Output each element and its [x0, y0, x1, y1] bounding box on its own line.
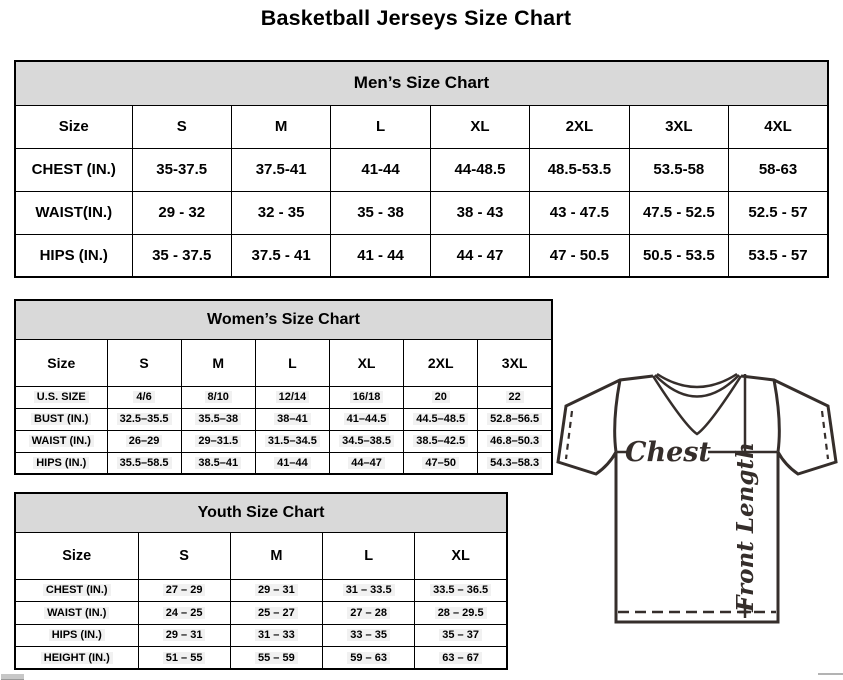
youth-size-value: 27 – 28	[323, 602, 415, 625]
mens-size-value: 58-63	[729, 148, 828, 191]
youth-column-header: Size	[15, 532, 138, 579]
youth-size-value: 33.5 – 36.5	[415, 579, 507, 602]
mens-size-value: 43 - 47.5	[530, 191, 629, 234]
mens-size-value: 53.5-58	[629, 148, 728, 191]
youth-size-value: 51 – 55	[138, 647, 230, 670]
jersey-armhole-left	[615, 380, 620, 452]
womens-size-value: 16/18	[329, 386, 403, 408]
womens-size-table	[14, 299, 553, 475]
mens-size-value: 41-44	[331, 148, 430, 191]
mens-size-value: 29 - 32	[132, 191, 231, 234]
youth-column-header: S	[138, 532, 230, 579]
mens-column-header: 2XL	[530, 105, 629, 148]
youth-table-title: Youth Size Chart	[15, 493, 507, 532]
mens-column-header: 4XL	[729, 105, 828, 148]
youth-size-value: 35 – 37	[415, 624, 507, 647]
youth-size-value: 29 – 31	[230, 579, 322, 602]
mens-column-header: L	[331, 105, 430, 148]
youth-row-label: HEIGHT (IN.)	[15, 647, 138, 670]
womens-size-value: 44.5–48.5	[404, 408, 478, 430]
youth-size-value: 29 – 31	[138, 624, 230, 647]
womens-size-value: 29–31.5	[181, 430, 255, 452]
womens-column-header: 3XL	[478, 339, 552, 386]
mens-column-header: Size	[15, 105, 132, 148]
youth-column-header: M	[230, 532, 322, 579]
youth-size-table	[14, 492, 508, 670]
womens-row-label: HIPS (IN.)	[15, 452, 107, 474]
youth-row-label: CHEST (IN.)	[15, 579, 138, 602]
page-title: Basketball Jerseys Size Chart	[260, 6, 572, 30]
womens-row-label: WAIST (IN.)	[15, 430, 107, 452]
womens-size-value: 22	[478, 386, 552, 408]
womens-size-value: 26–29	[107, 430, 181, 452]
mens-size-value: 50.5 - 53.5	[629, 234, 728, 277]
mens-size-value: 38 - 43	[430, 191, 529, 234]
chest-label: Chest	[625, 437, 711, 468]
jersey-cuff-stitch-right	[822, 411, 828, 459]
womens-table-title: Women’s Size Chart	[15, 300, 552, 339]
womens-size-value: 35.5–58.5	[107, 452, 181, 474]
youth-size-value: 55 – 59	[230, 647, 322, 670]
womens-size-value: 12/14	[255, 386, 329, 408]
youth-size-value: 25 – 27	[230, 602, 322, 625]
youth-size-value: 31 – 33.5	[323, 579, 415, 602]
mens-size-value: 47 - 50.5	[530, 234, 629, 277]
mens-size-value: 41 - 44	[331, 234, 430, 277]
mens-row-label: WAIST(IN.)	[15, 191, 132, 234]
youth-size-value: 33 – 35	[323, 624, 415, 647]
mens-size-value: 32 - 35	[231, 191, 330, 234]
mens-table-title: Men’s Size Chart	[15, 61, 828, 105]
mens-column-header: S	[132, 105, 231, 148]
youth-row-label: HIPS (IN.)	[15, 624, 138, 647]
scrollbar-fragment-left	[1, 674, 24, 680]
mens-column-header: M	[231, 105, 330, 148]
youth-size-value: 28 – 29.5	[415, 602, 507, 625]
womens-row-label: U.S. SIZE	[15, 386, 107, 408]
womens-size-value: 34.5–38.5	[329, 430, 403, 452]
womens-size-value: 38–41	[255, 408, 329, 430]
womens-size-value: 52.8–56.5	[478, 408, 552, 430]
front-length-label: Front Length	[732, 442, 759, 612]
womens-column-header: S	[107, 339, 181, 386]
mens-size-table	[14, 60, 829, 278]
jersey-armhole-right	[774, 380, 779, 452]
womens-column-header: Size	[15, 339, 107, 386]
mens-size-value: 37.5 - 41	[231, 234, 330, 277]
mens-column-header: XL	[430, 105, 529, 148]
mens-row-label: CHEST (IN.)	[15, 148, 132, 191]
youth-row-label: WAIST (IN.)	[15, 602, 138, 625]
youth-size-value: 63 – 67	[415, 647, 507, 670]
womens-size-value: 54.3–58.3	[478, 452, 552, 474]
youth-size-value: 24 – 25	[138, 602, 230, 625]
youth-size-value: 27 – 29	[138, 579, 230, 602]
youth-column-header: L	[323, 532, 415, 579]
mens-size-value: 37.5-41	[231, 148, 330, 191]
womens-size-value: 35.5–38	[181, 408, 255, 430]
womens-size-value: 47–50	[404, 452, 478, 474]
womens-size-value: 31.5–34.5	[255, 430, 329, 452]
womens-size-value: 32.5–35.5	[107, 408, 181, 430]
mens-size-value: 53.5 - 57	[729, 234, 828, 277]
womens-size-value: 20	[404, 386, 478, 408]
womens-size-value: 38.5–42.5	[404, 430, 478, 452]
jersey-cuff-stitch-left	[566, 411, 572, 459]
mens-size-value: 35 - 38	[331, 191, 430, 234]
womens-size-value: 38.5–41	[181, 452, 255, 474]
jersey-collar	[657, 374, 737, 387]
womens-size-value: 46.8–50.3	[478, 430, 552, 452]
womens-row-label: BUST (IN.)	[15, 408, 107, 430]
mens-size-value: 47.5 - 52.5	[629, 191, 728, 234]
mens-size-value: 44-48.5	[430, 148, 529, 191]
jersey-measurement-diagram	[556, 364, 838, 628]
womens-size-value: 4/6	[107, 386, 181, 408]
youth-size-value: 59 – 63	[323, 647, 415, 670]
womens-size-value: 41–44.5	[329, 408, 403, 430]
mens-size-value: 35-37.5	[132, 148, 231, 191]
womens-size-value: 41–44	[255, 452, 329, 474]
youth-size-value: 31 – 33	[230, 624, 322, 647]
scrollbar-fragment-right	[818, 673, 843, 675]
mens-size-value: 52.5 - 57	[729, 191, 828, 234]
mens-size-value: 48.5-53.5	[530, 148, 629, 191]
mens-size-value: 44 - 47	[430, 234, 529, 277]
womens-column-header: M	[181, 339, 255, 386]
mens-column-header: 3XL	[629, 105, 728, 148]
womens-column-header: 2XL	[404, 339, 478, 386]
womens-size-value: 8/10	[181, 386, 255, 408]
mens-row-label: HIPS (IN.)	[15, 234, 132, 277]
womens-column-header: L	[255, 339, 329, 386]
mens-size-value: 35 - 37.5	[132, 234, 231, 277]
womens-size-value: 44–47	[329, 452, 403, 474]
womens-column-header: XL	[329, 339, 403, 386]
youth-column-header: XL	[415, 532, 507, 579]
